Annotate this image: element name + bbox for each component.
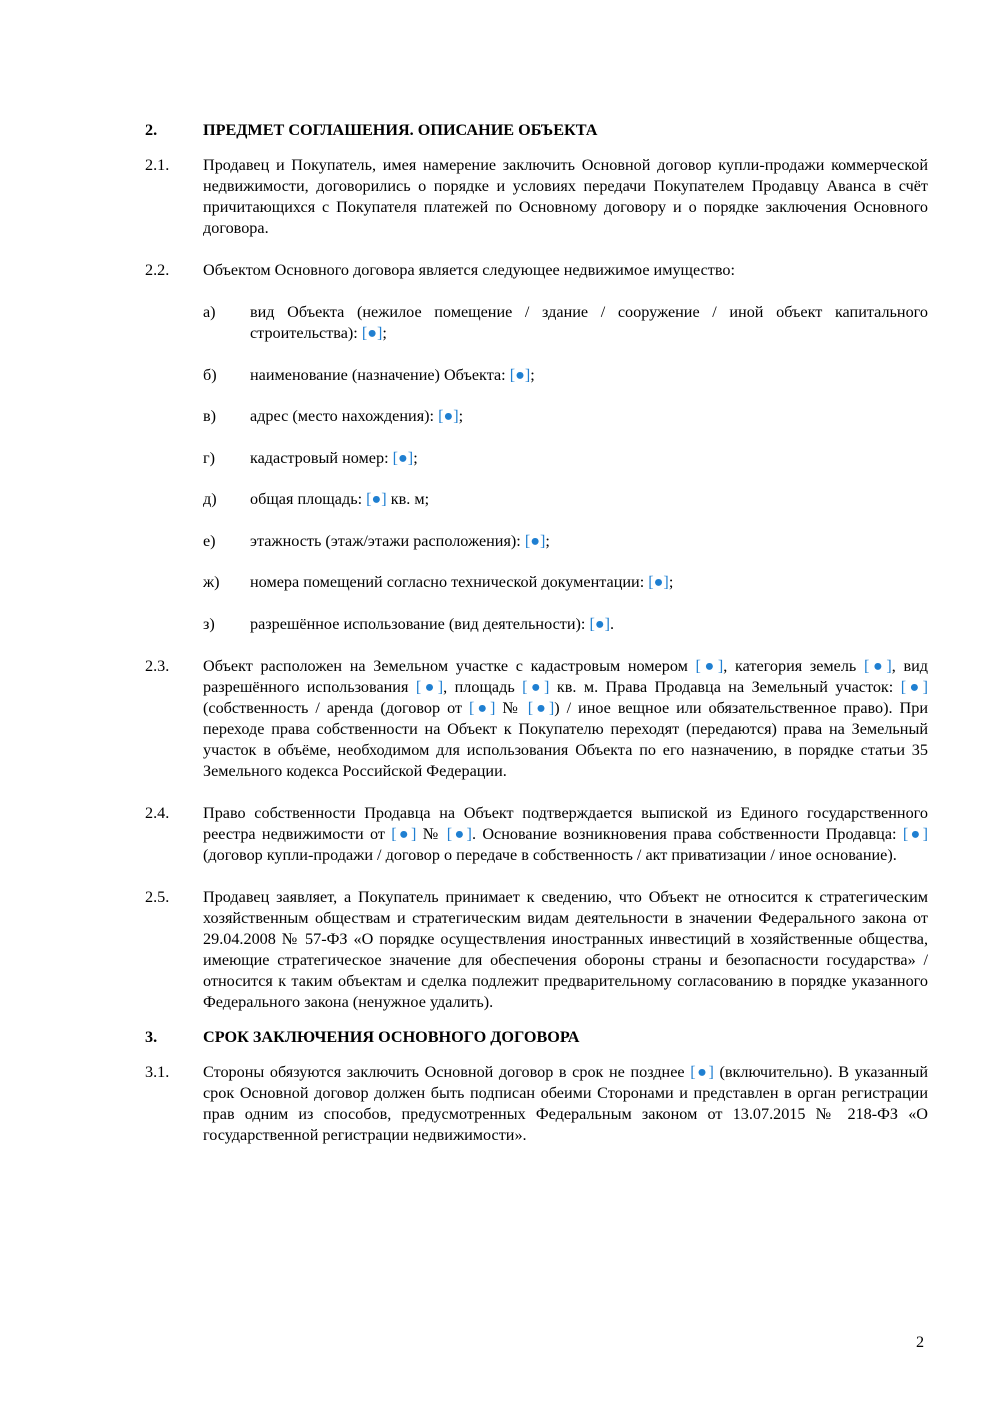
clause-text: Право собственности Продавца на Объект подтверждается выпиской из Единого государственного реестра недвижимости от [●] № [●]. Основание возникновения права собственности Продавца: [●] (договор купли-продажи / договор о передаче в собственность / акт приватизации / иное основание). xyxy=(203,803,928,864)
clause-number: 2.2. xyxy=(145,261,170,279)
placeholder-marker: [●] xyxy=(361,324,383,342)
clause-number: 2.3. xyxy=(145,656,170,675)
clause-text: Продавец и Покупатель, имея намерение заключить Основной договор купли-продажи коммерческой недвижимости, договорились о порядке и условиях передачи Покупателем Продавцу Аванса в счёт причитающихся с Покупателя платежей по Основному договору и о порядке заключения Основного договора. xyxy=(203,156,928,237)
placeholder-marker: [●] xyxy=(863,656,892,675)
clause-text: Продавец заявляет, а Покупатель принимает к сведению, что Объект не относится к стратегическим хозяйственным обществам и стратегическим видам деятельности в значении Федерального закона от 29.04.2008 № 57-ФЗ «О порядке осуществления иностранных инвестиций в хозяйственные общества, имеющие стратегическое значение для обеспечения обороны страны и безопасности государства» / относится к таким объектам и сделка подлежит предварительному согласованию в порядке указанного Федерального закона (ненужное удалить). xyxy=(203,887,928,1011)
list-item xyxy=(203,365,928,386)
placeholder-marker: [●] xyxy=(392,448,414,467)
list-item xyxy=(203,489,928,510)
clause-2-5 xyxy=(145,887,928,1013)
clause-text: Стороны обязуются заключить Основной договор в срок не позднее [●] (включительно). В указанный срок Основной договор должен быть подписан обеими Сторонами и представлен в орган регистрации прав одним из способов, предусмотренных Федеральным законом от 13.07.2015 № 218-ФЗ «О государственной регистрации недвижимости». xyxy=(203,1062,928,1144)
section-title: ПРЕДМЕТ СОГЛАШЕНИЯ. ОПИСАНИЕ ОБЪЕКТА xyxy=(203,121,598,139)
item-text: номера помещений согласно технической документации: [●]; xyxy=(250,573,674,591)
list-item xyxy=(203,406,928,427)
list-item xyxy=(203,531,928,552)
placeholder-marker: [●] xyxy=(391,824,417,843)
placeholder-marker: [●] xyxy=(438,407,459,425)
item-text: вид Объекта (нежилое помещение / здание / сооружение / иной объект капитального строительства): [●]; xyxy=(250,303,928,342)
page-number: 2 xyxy=(916,1333,925,1351)
clause-3-1 xyxy=(145,1062,928,1146)
placeholder-marker: [●] xyxy=(690,1062,714,1081)
section-number: 3. xyxy=(145,1027,158,1046)
placeholder-marker: [●] xyxy=(509,365,531,384)
clause-number: 3.1. xyxy=(145,1062,170,1081)
item-text: кадастровый номер: [●]; xyxy=(250,448,418,467)
item-letter: з) xyxy=(203,614,215,633)
item-letter: б) xyxy=(203,365,217,384)
item-letter: е) xyxy=(203,531,216,550)
clause-text: Объектом Основного договора является следующее недвижимое имущество: xyxy=(203,261,735,279)
placeholder-marker: [●] xyxy=(902,824,928,843)
placeholder-marker: [●] xyxy=(648,573,669,591)
clause-number: 2.1. xyxy=(145,156,170,174)
object-details-list xyxy=(203,302,928,635)
list-item xyxy=(203,572,928,593)
list-item xyxy=(203,614,928,635)
item-letter: г) xyxy=(203,448,216,467)
clause-2-1 xyxy=(145,155,928,239)
clause-number: 2.5. xyxy=(145,887,170,906)
section-heading xyxy=(145,120,928,141)
placeholder-marker: [●] xyxy=(366,490,387,508)
item-text: разрешённое использование (вид деятельности): [●]. xyxy=(250,614,615,633)
placeholder-marker: [●] xyxy=(695,656,724,675)
placeholder-marker: [●] xyxy=(446,824,472,843)
placeholder-marker: [●] xyxy=(469,698,496,717)
document-body xyxy=(145,120,928,1167)
item-text: общая площадь: [●] кв. м; xyxy=(250,490,430,508)
list-item xyxy=(203,448,928,469)
item-letter: д) xyxy=(203,490,217,508)
section-heading xyxy=(145,1027,928,1048)
section-title: СРОК ЗАКЛЮЧЕНИЯ ОСНОВНОГО ДОГОВОРА xyxy=(203,1027,580,1046)
item-text: наименование (назначение) Объекта: [●]; xyxy=(250,365,535,384)
placeholder-marker: [●] xyxy=(527,698,555,717)
placeholder-marker: [●] xyxy=(415,677,444,696)
item-letter: в) xyxy=(203,407,217,425)
item-text: этажность (этаж/этажи расположения): [●]; xyxy=(250,531,550,550)
placeholder-marker: [●] xyxy=(522,677,550,696)
clause-text: Объект расположен на Земельном участке с кадастровым номером [●], категория земель [●], вид разрешённого использования [●], площадь [●] кв. м. Права Продавца на Земельный участок: [●] (собственность / аренда (договор от [●] № [●]) / иное вещное или обязательственное право). При переходе права собственности на Объект к Покупателю переходят (передаются) права на Земельный участок в объёме, необходимом для использования Объекта по его назначению, в порядке статьи 35 Земельного кодекса Российской Федерации. xyxy=(203,656,929,780)
item-text: адрес (место нахождения): [●]; xyxy=(250,407,464,425)
placeholder-marker: [●] xyxy=(524,531,546,550)
list-item xyxy=(203,302,928,344)
placeholder-marker: [●] xyxy=(900,677,929,696)
section-number: 2. xyxy=(145,121,158,139)
clause-2-4 xyxy=(145,803,928,866)
item-letter: а) xyxy=(203,303,216,321)
clause-2-2 xyxy=(145,260,928,281)
item-letter: ж) xyxy=(203,573,220,591)
clause-number: 2.4. xyxy=(145,803,170,822)
clause-2-3 xyxy=(145,656,928,782)
placeholder-marker: [●] xyxy=(589,614,611,633)
